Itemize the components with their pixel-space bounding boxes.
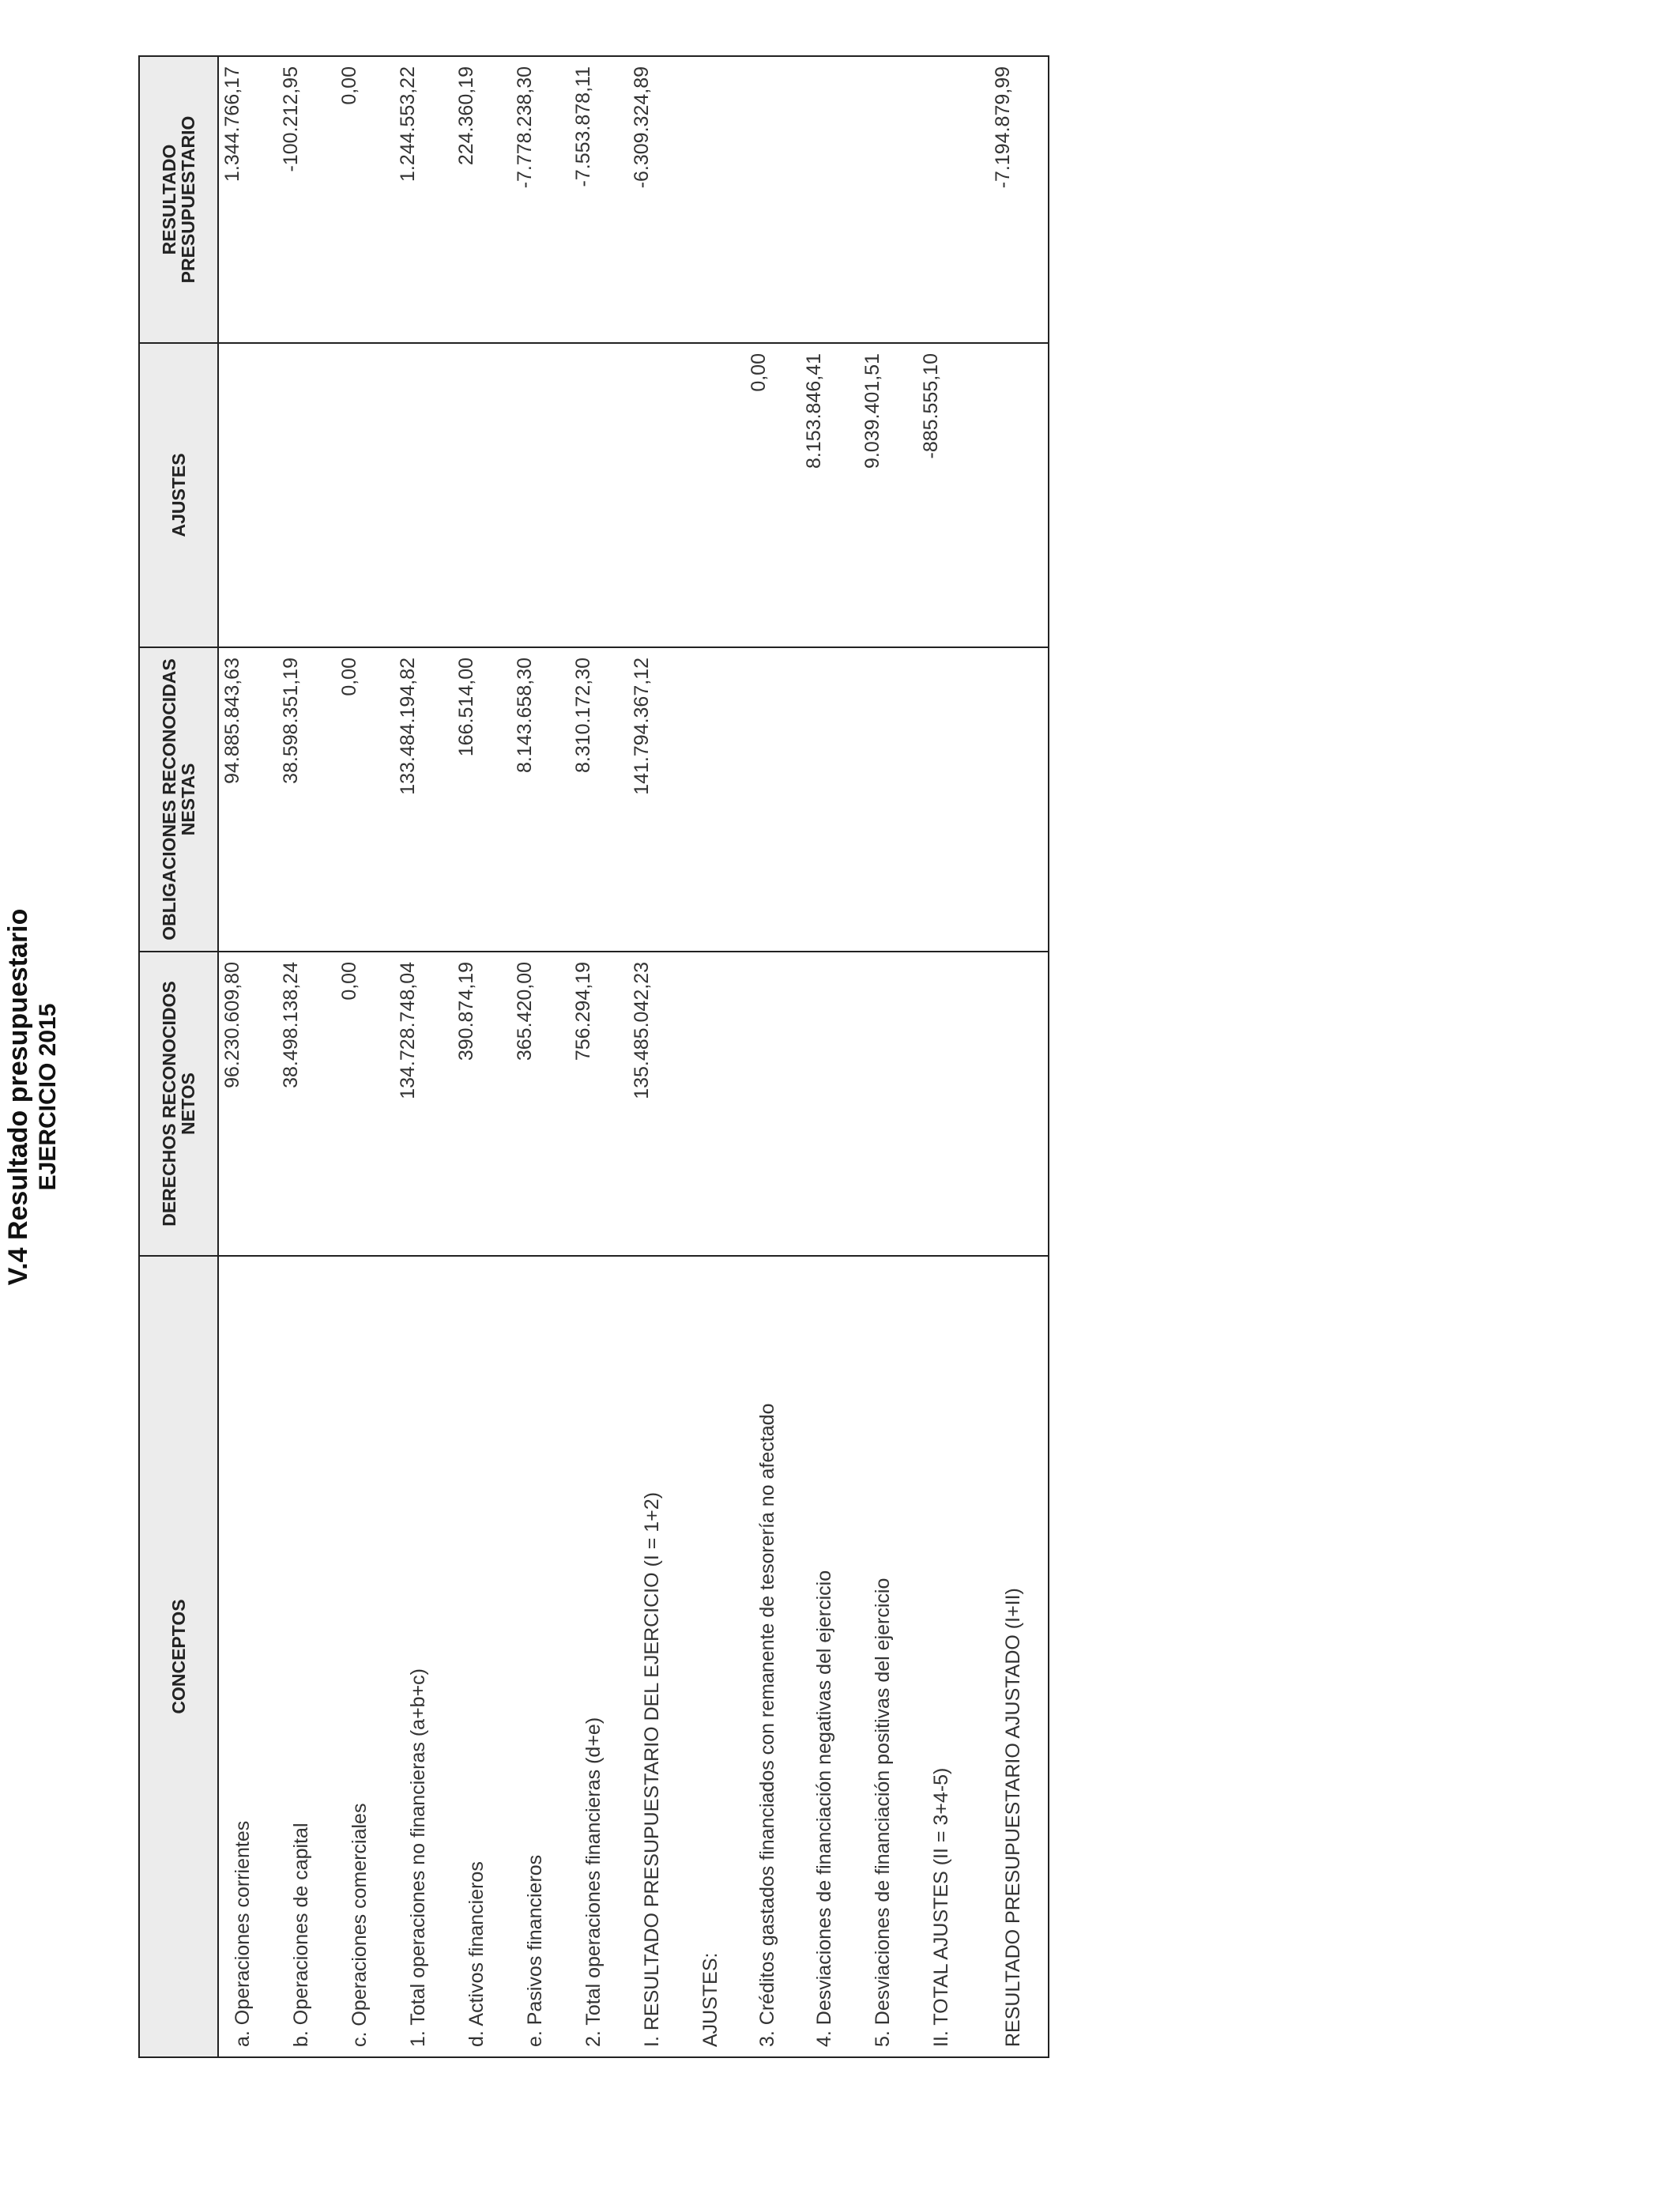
cell-derechos: [800, 952, 859, 1256]
cell-derechos: [917, 952, 989, 1256]
table-row: [336, 56, 394, 2057]
cell-obligaciones: [989, 647, 1049, 952]
table-row: [394, 56, 453, 2057]
cell-concept: a. Operaciones corrientes: [218, 1256, 277, 2057]
cell-obligaciones: 141.794.367,12: [628, 647, 687, 952]
cell-ajustes: [989, 343, 1049, 647]
cell-concept-text: 3. Créditos gastados financiados con remanente de tesorería no afectado: [756, 1403, 778, 2047]
cell-resultado: -7.194.879,99: [989, 56, 1049, 343]
cell-ajustes: [277, 343, 336, 647]
cell-obligaciones: [745, 647, 800, 952]
cell-obligaciones: 38.598.351,19: [277, 647, 336, 952]
table-row: [511, 56, 570, 2057]
cell-concept: RESULTADO PRESUPUESTARIO AJUSTADO (I+II): [989, 1256, 1049, 2057]
cell-concept: c. Operaciones comerciales: [336, 1256, 394, 2057]
page-subtitle: EJERCICIO 2015: [35, 1003, 61, 1191]
cell-derechos: 365.420,00: [511, 952, 570, 1256]
cell-derechos: [859, 952, 917, 1256]
budget-result-table: [138, 55, 1049, 2058]
cell-derechos: 756.294,19: [570, 952, 628, 1256]
cell-ajustes: [570, 343, 628, 647]
cell-ajustes: 8.153.846,41: [800, 343, 859, 647]
cell-obligaciones: 94.885.843,63: [218, 647, 277, 952]
table-row: [745, 56, 800, 2057]
cell-ajustes: [453, 343, 511, 647]
cell-derechos: 390.874,19: [453, 952, 511, 1256]
cell-obligaciones: [917, 647, 989, 952]
table-header-row: [139, 56, 218, 2057]
cell-concept: 2. Total operaciones financieras (d+e): [570, 1256, 628, 2057]
cell-resultado: [745, 56, 800, 343]
cell-ajustes: [687, 343, 745, 647]
cell-resultado: [917, 56, 989, 343]
cell-resultado: [687, 56, 745, 343]
cell-resultado: 0,00: [336, 56, 394, 343]
table-row: [917, 56, 989, 2057]
table-row: [687, 56, 745, 2057]
cell-derechos: [745, 952, 800, 1256]
table-row: [570, 56, 628, 2057]
cell-obligaciones: 8.143.658,30: [511, 647, 570, 952]
table-row: [453, 56, 511, 2057]
table-row: [800, 56, 859, 2057]
cell-concept: 5. Desviaciones de financiación positivas del ejercicio: [859, 1256, 917, 2057]
cell-derechos: 135.485.042,23: [628, 952, 687, 1256]
cell-obligaciones: 133.484.194,82: [394, 647, 453, 952]
cell-resultado: -100.212,95: [277, 56, 336, 343]
page-title: V.4 Resultado presupuestario: [3, 908, 33, 1286]
cell-derechos: [687, 952, 745, 1256]
cell-obligaciones: [687, 647, 745, 952]
cell-obligaciones: [800, 647, 859, 952]
cell-concept: AJUSTES:: [687, 1256, 745, 2057]
cell-ajustes: -885.555,10: [917, 343, 989, 647]
cell-resultado: [800, 56, 859, 343]
cell-resultado: 1.344.766,17: [218, 56, 277, 343]
cell-concept: 1. Total operaciones no financieras (a+b+c): [394, 1256, 453, 2057]
table-row: [628, 56, 687, 2057]
cell-ajustes: [336, 343, 394, 647]
col-header-derechos: DERECHOS RECONOCIDOS NETOS: [139, 952, 218, 1256]
cell-concept: b. Operaciones de capital: [277, 1256, 336, 2057]
cell-concept: 4. Desviaciones de financiación negativas del ejercicio: [800, 1256, 859, 2057]
table-row: [859, 56, 917, 2057]
col-header-concepts: CONCEPTOS: [139, 1256, 218, 2057]
cell-concept: [745, 1256, 800, 2057]
cell-resultado: -7.778.238,30: [511, 56, 570, 343]
table-row: [277, 56, 336, 2057]
cell-resultado: 224.360,19: [453, 56, 511, 343]
cell-resultado: -7.553.878,11: [570, 56, 628, 343]
cell-obligaciones: 8.310.172,30: [570, 647, 628, 952]
cell-ajustes: [511, 343, 570, 647]
cell-ajustes: 9.039.401,51: [859, 343, 917, 647]
col-header-resultado: RESULTADO PRESUPUESTARIO: [139, 56, 218, 343]
cell-concept: II. TOTAL AJUSTES (II = 3+4-5): [917, 1256, 989, 2057]
cell-concept: e. Pasivos financieros: [511, 1256, 570, 2057]
table-row: [989, 56, 1049, 2057]
cell-derechos: 0,00: [336, 952, 394, 1256]
col-header-obligaciones: OBLIGACIONES RECONOCIDAS NESTAS: [139, 647, 218, 952]
cell-derechos: [989, 952, 1049, 1256]
cell-concept: d. Activos financieros: [453, 1256, 511, 2057]
cell-ajustes: [394, 343, 453, 647]
cell-derechos: 96.230.609,80: [218, 952, 277, 1256]
table-row: [218, 56, 277, 2057]
cell-ajustes: [218, 343, 277, 647]
cell-concept: I. RESULTADO PRESUPUESTARIO DEL EJERCICIO (I = 1+2): [628, 1256, 687, 2057]
cell-derechos: 38.498.138,24: [277, 952, 336, 1256]
col-header-ajustes: AJUSTES: [139, 343, 218, 647]
cell-obligaciones: 166.514,00: [453, 647, 511, 952]
cell-resultado: -6.309.324,89: [628, 56, 687, 343]
cell-derechos: 134.728.748,04: [394, 952, 453, 1256]
cell-obligaciones: [859, 647, 917, 952]
cell-obligaciones: 0,00: [336, 647, 394, 952]
cell-resultado: [859, 56, 917, 343]
cell-ajustes: 0,00: [745, 343, 800, 647]
cell-ajustes: [628, 343, 687, 647]
cell-resultado: 1.244.553,22: [394, 56, 453, 343]
